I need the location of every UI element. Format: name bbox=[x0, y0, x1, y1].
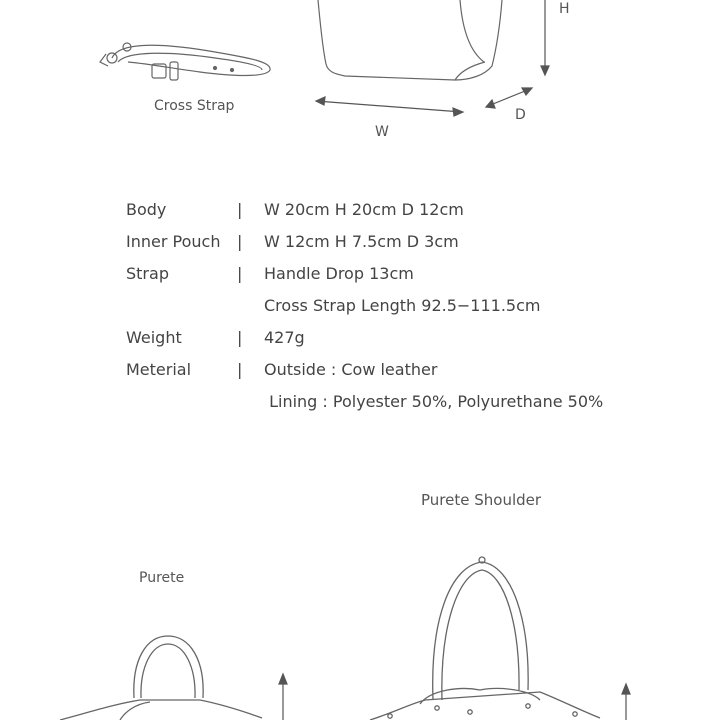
purete-shoulder-label: Purete Shoulder bbox=[421, 491, 542, 509]
dimension-arrows bbox=[316, 0, 549, 116]
purete-bag-drawing bbox=[60, 636, 262, 720]
width-dimension-label: W bbox=[375, 124, 389, 140]
spec-value: Handle Drop 13cm bbox=[264, 264, 414, 283]
cross-strap-label: Cross Strap bbox=[154, 98, 235, 114]
spec-label: Inner Pouch bbox=[126, 232, 221, 251]
purete-shoulder-height-arrow bbox=[622, 684, 630, 720]
spec-value: W 12cm H 7.5cm D 3cm bbox=[264, 232, 459, 251]
spec-value: Outside : Cow leather bbox=[264, 360, 438, 379]
spec-value: Cross Strap Length 92.5−111.5cm bbox=[264, 296, 541, 315]
spec-separator: | bbox=[237, 264, 243, 283]
spec-separator: | bbox=[237, 232, 243, 251]
spec-label: Meterial bbox=[126, 360, 192, 379]
spec-separator: | bbox=[237, 360, 243, 379]
purete-label: Purete bbox=[139, 570, 185, 586]
purete-shoulder-bag-drawing bbox=[370, 557, 600, 720]
spec-label: Weight bbox=[126, 328, 182, 347]
spec-value: 427g bbox=[264, 328, 305, 347]
spec-label: Body bbox=[126, 200, 167, 219]
spec-separator: | bbox=[237, 328, 243, 347]
spec-label: Strap bbox=[126, 264, 169, 283]
cross-strap-drawing bbox=[100, 43, 270, 80]
height-dimension-label: H bbox=[559, 1, 570, 17]
spec-separator: | bbox=[237, 200, 243, 219]
spec-value: W 20cm H 20cm D 12cm bbox=[264, 200, 464, 219]
depth-dimension-label: D bbox=[515, 107, 526, 123]
purete-height-arrow bbox=[279, 674, 287, 720]
spec-value: Lining : Polyester 50%, Polyurethane 50% bbox=[264, 392, 604, 411]
bag-body-drawing bbox=[318, 0, 502, 80]
